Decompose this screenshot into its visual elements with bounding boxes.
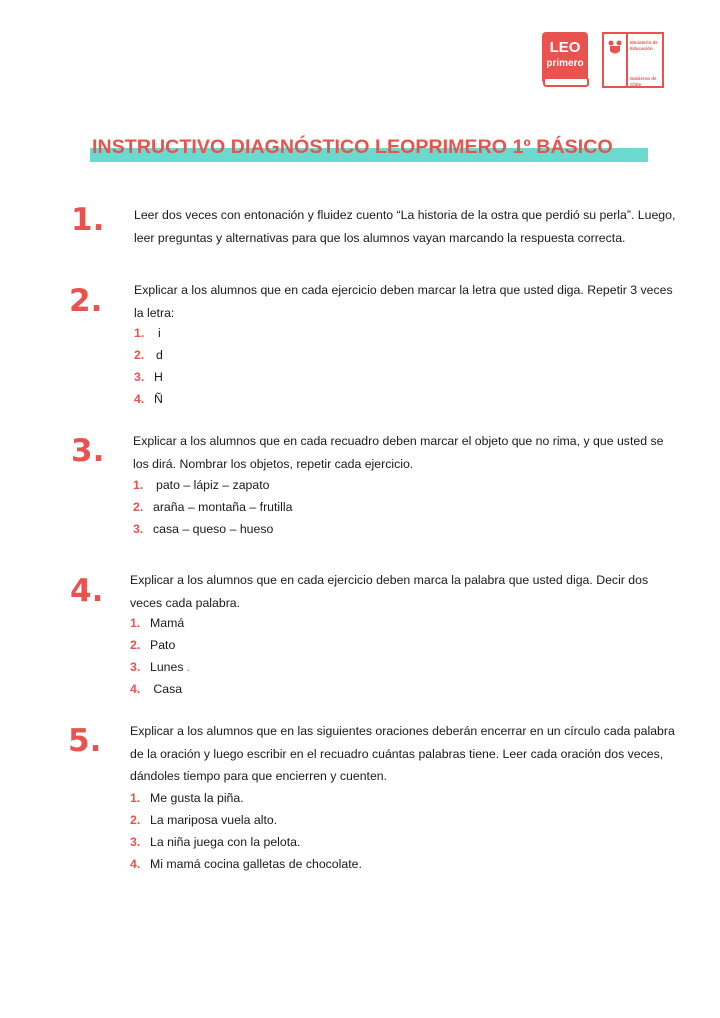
section-number-1: 1. [71, 202, 105, 238]
list-item: 2. d [134, 348, 163, 362]
list-item: 4. Ñ [134, 392, 163, 406]
section-number-3: 3. [71, 433, 105, 469]
coat-of-arms-icon [607, 39, 623, 57]
section-1-instructions: Leer dos veces con entonación y fluidez cuento “La historia de la ostra que perdió su perla”. Luego, leer preguntas y alternativas para que los alumnos vayan marcando la respuesta correcta. [134, 208, 676, 245]
title-block [90, 134, 648, 166]
svg-text:primero: primero [546, 58, 584, 69]
list-item: 4. Casa [130, 682, 183, 696]
ministry-name: Ministerio de Educación [630, 40, 658, 51]
section-number-2: 2. [69, 283, 103, 319]
section-3-instructions: Explicar a los alumnos que en cada recuadro deben marcar el objeto que no rima, y que usted se los dirá. Nombrar los objetos, repetir cada ejercicio. [133, 434, 664, 471]
list-item: 2. Pato [130, 638, 176, 652]
leo-primero-logo [540, 30, 592, 90]
list-item: 1. Me gusta la piña. [130, 791, 244, 805]
list-item: 2. La mariposa vuela alto. [130, 813, 278, 827]
section-5-instructions: Explicar a los alumnos que en las siguientes oraciones deberán encerrar en un círculo cada palabra de la oración y luego escribir en el recuadro cuántas palabras tiene. Leer cada oración dos veces, dándoles tiempo para que encierren y cuenten. [130, 724, 675, 783]
page-title: INSTRUCTIVO DIAGNÓSTICO LEOPRIMERO 1º BÁSICO [92, 136, 613, 158]
list-item: 3. Lunes . [130, 660, 190, 674]
section-number-4: 4. [70, 573, 104, 609]
list-item: 1. Mamá [130, 616, 185, 630]
list-item: 1. pato – lápiz – zapato [133, 478, 270, 492]
svg-text:LEO: LEO [549, 39, 581, 56]
list-item: 3. H [134, 370, 163, 384]
list-item: 2. araña – montaña – frutilla [133, 500, 293, 514]
list-item: 4. Mi mamá cocina galletas de chocolate. [130, 857, 362, 871]
section-2-instructions: Explicar a los alumnos que en cada ejercicio deben marcar la letra que usted diga. Repetir 3 veces la letra: [134, 283, 673, 320]
list-item: 3. La niña juega con la pelota. [130, 835, 301, 849]
section-number-5: 5. [68, 723, 102, 759]
section-4-instructions: Explicar a los alumnos que en cada ejercicio deben marca la palabra que usted diga. Decir dos veces cada palabra. [130, 573, 649, 610]
ministry-logo [602, 32, 664, 88]
list-item: 3. casa – queso – hueso [133, 522, 274, 536]
list-item: 1. i [134, 326, 161, 340]
government-label: Gobierno de Chile [630, 76, 657, 87]
